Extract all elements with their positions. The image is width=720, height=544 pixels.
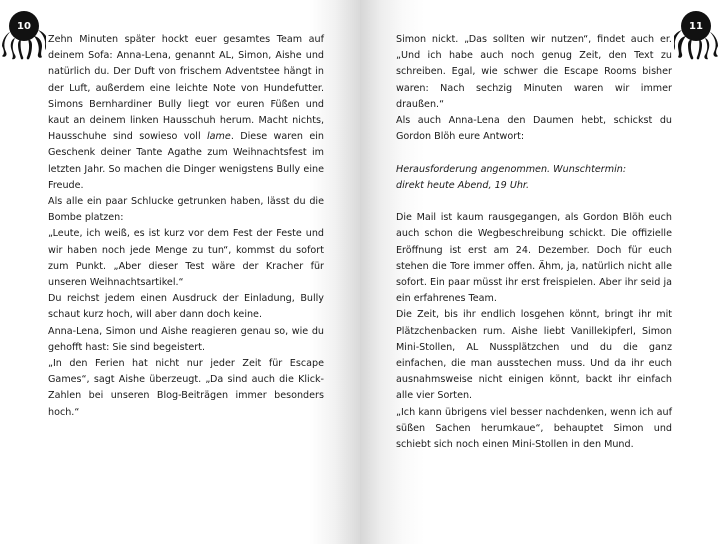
page-number: 10 xyxy=(17,21,31,32)
email-reply-line: direkt heute Abend, 19 Uhr. xyxy=(396,179,530,191)
paragraph: Anna-Lena, Simon und Aishe reagieren genau so, wie du gehofft hast: Sie sind begeistert. xyxy=(48,325,324,353)
paragraph: „Leute, ich weiß, es ist kurz vor dem Fest der Feste und wir haben noch jede Menge zu tun“, kommst du sofort zum Punkt. „Aber dieser Test wäre der Kracher für unseren Weihnachtsartikel.“ xyxy=(48,228,324,289)
blank-line xyxy=(396,145,672,161)
page-number: 11 xyxy=(689,21,703,32)
email-reply-line: Herausforderung angenommen. Wunschtermin: xyxy=(396,163,627,175)
right-page xyxy=(360,0,720,544)
blank-line xyxy=(396,194,672,210)
paragraph: „In den Ferien hat nicht nur jeder Zeit für Escape Games“, sagt Aishe überzeugt. „Da sind auch die Klick-Zahlen bei unseren Blog-Beiträgen immer besonders hoch.“ xyxy=(48,358,324,418)
right-text-column xyxy=(396,32,672,453)
left-text-column xyxy=(48,32,324,421)
paragraph: Die Zeit, bis ihr endlich losgehen könnt, bringt ihr mit Plätzchenbacken rum. Aishe liebt Vanillekipferl, Simon Mini-Stollen, AL Nussplätzchen und du die ganz einfachen, die man ausstechen muss. Und da ihr euch ausnahmsweise nicht einigen könnt, backt ihr einfach alle vier Sorten. xyxy=(396,309,672,402)
octopus-icon xyxy=(674,6,718,60)
paragraph: Als auch Anna-Lena den Daumen hebt, schickst du Gordon Blöh eure Antwort: xyxy=(396,115,672,143)
paragraph: Als alle ein paar Schlucke getrunken haben, lässt du die Bombe platzen: xyxy=(48,196,324,224)
paragraph: Zehn Minuten später hockt euer gesamtes Team auf deinem Sofa: Anna-Lena, genannt AL, Simon, Aishe und natürlich du. Der Duft von frischem Adventstee hängt in der Luft, außerdem eine leichte Note von Hundefutter. Simons Bernhardiner Bully liegt vor euren Füßen und kaut an deinem linken Hausschuh herum. Macht nichts, Hausschuhe sind sowieso voll lame. Diese waren ein Geschenk deiner Tante Agathe zum Weihnachtsfest im letzten Jahr. So machen die Dinger wenigstens Bully eine Freude. xyxy=(48,34,324,191)
octopus-icon xyxy=(2,6,46,60)
paragraph: Simon nickt. „Das sollten wir nutzen“, findet auch er. „Und ich habe auch noch genug Zeit, den Text zu schreiben. Egal, wie schwer die Escape Rooms bisher waren: Nach sechzig Minuten waren wir immer draußen.“ xyxy=(396,34,672,110)
paragraph: „Ich kann übrigens viel besser nachdenken, wenn ich auf süßen Sachen herumkaue“, behauptet Simon und schiebt sich noch einen Mini-Stollen in den Mund. xyxy=(396,406,672,451)
paragraph: Die Mail ist kaum rausgegangen, als Gordon Blöh euch auch schon die Wegbeschreibung schickt. Die offizielle Eröffnung ist erst am 24. Dezember. Doch für euch stehen die Tore immer offen. Ähm, ja, natürlich nicht alle sofort. Ein paar müsst ihr erst freispielen. Aber ihr seid ja ein erfahrenes Team. xyxy=(396,212,672,305)
paragraph: Du reichst jedem einen Ausdruck der Einladung, Bully schaut kurz hoch, will aber dann doch keine. xyxy=(48,293,324,321)
